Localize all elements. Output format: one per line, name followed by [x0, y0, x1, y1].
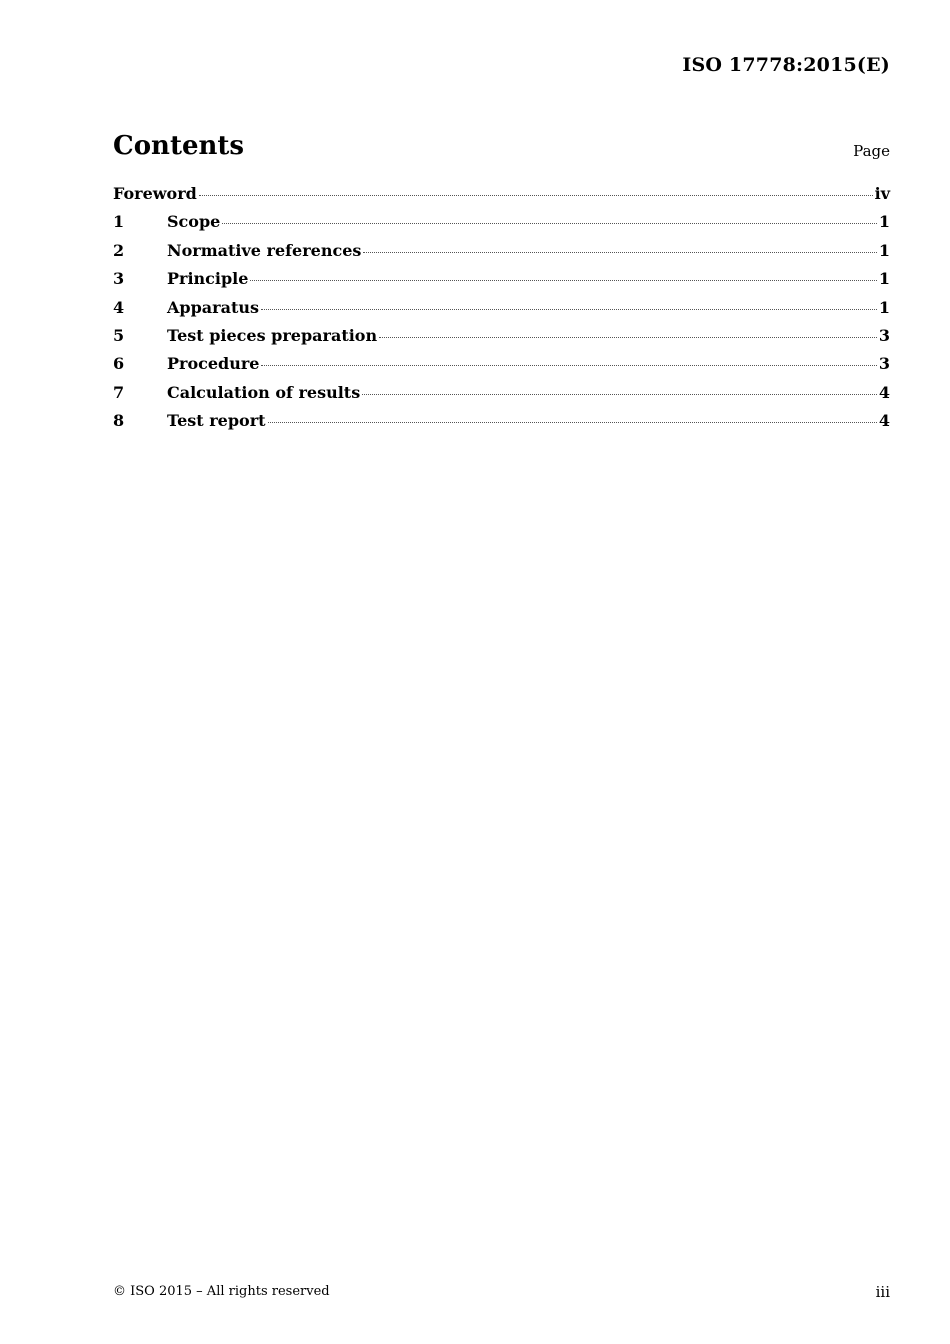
toc-dot-leader: [199, 195, 873, 196]
toc-entry-number: 5: [113, 325, 125, 345]
toc-entry-title: Apparatus: [167, 297, 259, 317]
toc-entry-number: 3: [113, 269, 125, 289]
toc-dot-leader: [261, 309, 877, 310]
toc-entry-title: Foreword: [113, 184, 197, 203]
toc-entry-page: 1: [878, 269, 890, 289]
toc-entry-number: 7: [113, 382, 125, 402]
toc-entry-number: 8: [113, 411, 125, 431]
toc-entry-scope[interactable]: [113, 212, 890, 240]
toc-dot-leader: [261, 365, 876, 366]
toc-dot-leader: [250, 280, 876, 281]
toc-entry-procedure[interactable]: [113, 354, 890, 382]
toc-entry-title: Test pieces preparation: [167, 325, 378, 345]
toc-dot-leader: [268, 422, 877, 423]
toc-entry-number: 2: [113, 240, 125, 260]
toc-entry-title: Scope: [167, 212, 221, 232]
toc-entry-page: 3: [878, 354, 890, 374]
table-of-contents: [113, 184, 890, 440]
toc-entry-title: Procedure: [167, 354, 260, 374]
toc-entry-title: Normative references: [167, 240, 362, 260]
toc-entry-page: 4: [878, 411, 890, 431]
toc-dot-leader: [379, 337, 877, 338]
toc-entry-page: 4: [878, 382, 890, 402]
toc-dot-leader: [222, 223, 877, 224]
toc-entry-page: 1: [878, 297, 890, 317]
toc-entry-principle[interactable]: [113, 269, 890, 297]
footer-copyright: © ISO 2015 – All rights reserved: [113, 1284, 330, 1299]
toc-dot-leader: [362, 394, 877, 395]
toc-entry-test-pieces-preparation[interactable]: [113, 326, 890, 354]
toc-entry-apparatus[interactable]: [113, 298, 890, 326]
toc-entry-number: 4: [113, 297, 125, 317]
toc-dot-leader: [363, 252, 876, 253]
toc-entry-foreword[interactable]: [113, 184, 890, 212]
toc-entry-normative-references[interactable]: [113, 241, 890, 269]
toc-entry-test-report[interactable]: [113, 411, 890, 439]
toc-entry-page: 1: [878, 240, 890, 260]
contents-heading: Contents: [113, 131, 245, 161]
document-id: ISO 17778:2015(E): [682, 54, 890, 76]
page-column-label: Page: [853, 142, 890, 160]
toc-entry-page: 3: [878, 325, 890, 345]
toc-entry-title: Calculation of results: [167, 382, 361, 402]
toc-entry-calculation-of-results[interactable]: [113, 383, 890, 411]
toc-entry-title: Test report: [167, 411, 266, 431]
toc-entry-page: iv: [874, 184, 890, 203]
toc-entry-number: 6: [113, 354, 125, 374]
footer-page-number: iii: [875, 1283, 890, 1301]
toc-entry-page: 1: [878, 212, 890, 232]
toc-entry-number: 1: [113, 212, 125, 232]
toc-entry-title: Principle: [167, 269, 249, 289]
